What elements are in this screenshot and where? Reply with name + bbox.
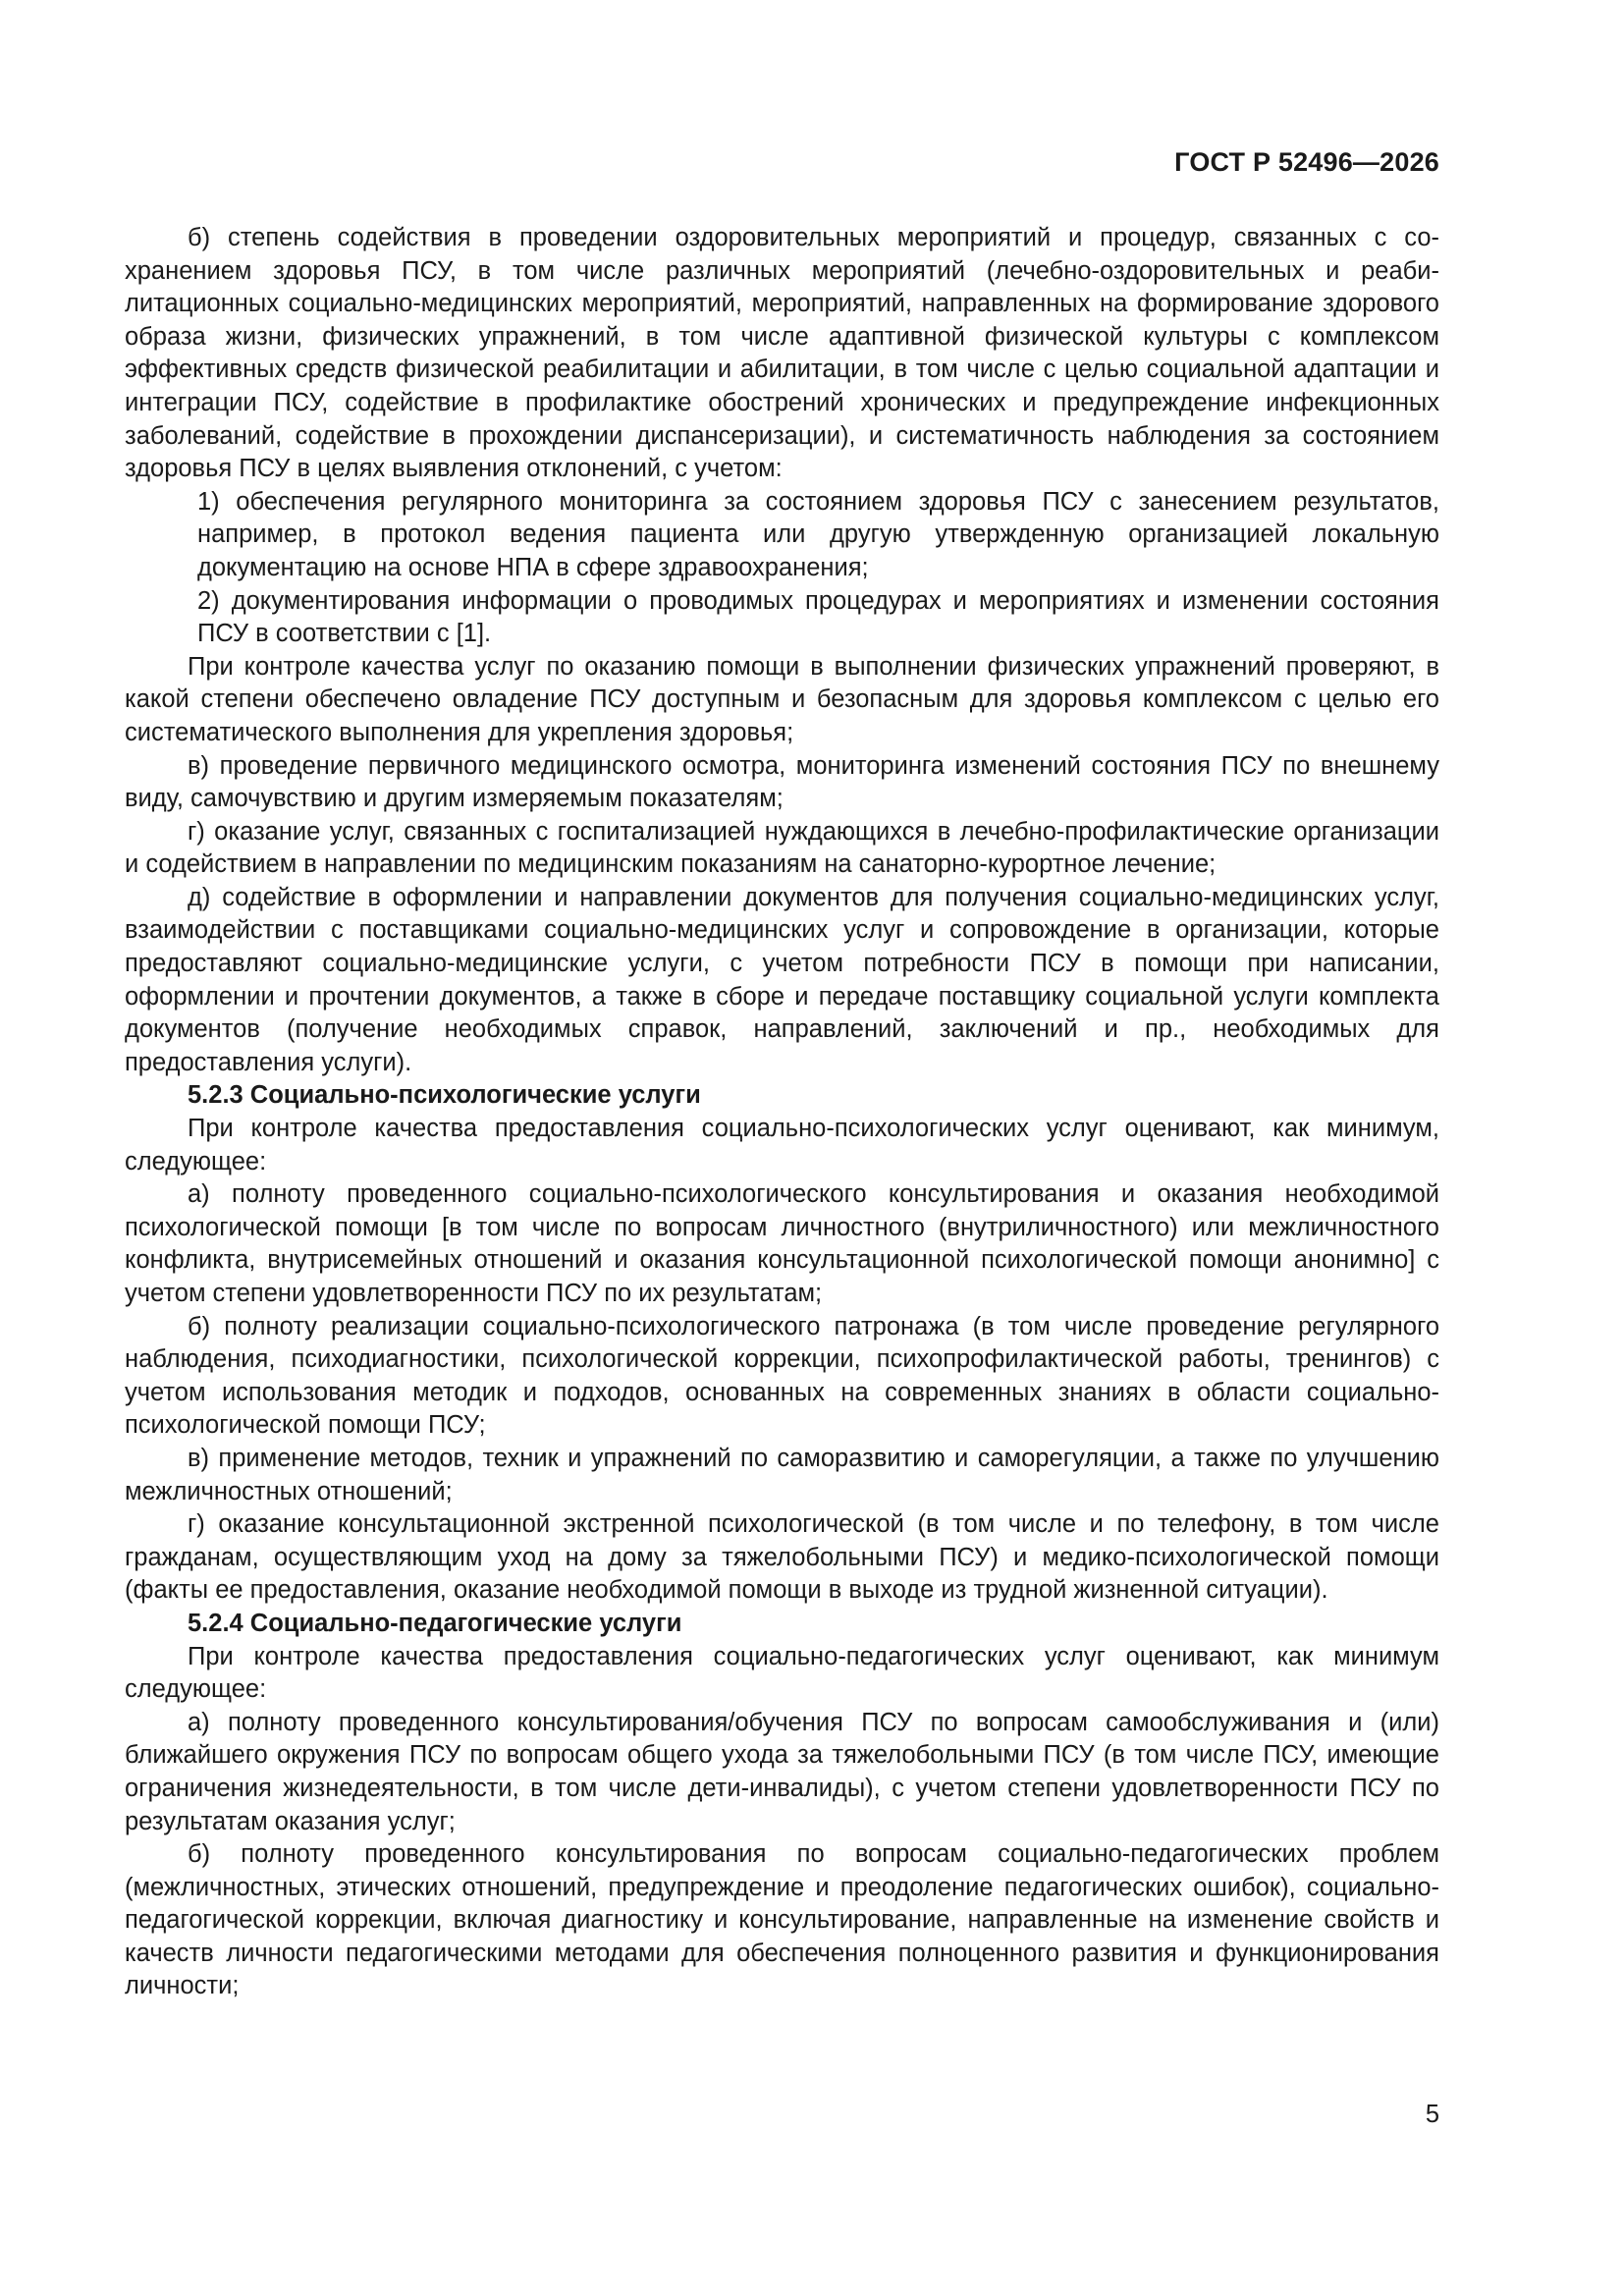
paragraph-psych-intro: При контроле качества предоставления социально-психологических услуг оценивают, как минимум, следующее: xyxy=(125,1115,1439,1175)
paragraph-physical-exercise-control: При контроле качества услуг по оказанию помощи в выполнении физических упражнений проверяют, в какой степени обеспечено овладение ПСУ доступным и безопасным для здоровья комплексом с целью его систематического выполнения для укрепления здоровья; xyxy=(125,652,1439,746)
paragraph-g-hospitalization: г) оказание услуг, связанных с госпитализацией нуждающихся в лечебно-профилактические организации и содействием в направлении по медицинским показаниям на санаторно-курортное лечение; xyxy=(125,817,1439,879)
paragraph-ped-intro: При контроле качества предоставления социально-педагогических услуг оценивают, как минимум следующее: xyxy=(125,1642,1439,1704)
paragraph-psych-v: в) применение методов, техник и упражнений по саморазвитию и саморегуляции, а также по улучшению межличностных отношений; xyxy=(125,1444,1439,1505)
subitem-1-monitoring: 1) обеспечения регулярного мониторинга за состоянием здоровья ПСУ с занесением результатов, например, в протокол ведения пациента или другую утвержденную организацией локальную документацию на основе НПА в сфере здравоохранения; xyxy=(197,487,1439,581)
paragraph-ped-a: а) полноту проведенного консультирования/обучения ПСУ по вопросам самообслуживания и (или) ближайшего окружения ПСУ по вопросам общего ухода за тяжелобольными ПСУ (в том числе ПСУ, имеющие ограничения жизнедеятельности, в том числе дети-инвалиды), с учетом степени удовлетворенности ПСУ по результатам оказания услуг; xyxy=(125,1708,1439,1835)
body-text xyxy=(125,222,1439,2003)
paragraph-ped-b: б) полноту проведенного консультирования по вопросам социально-педагогических проблем (межличностных, этических отношений, предупреждение и преодоление педагогических ошибок), социально-педагогической коррекции, включая диагностику и консультирование, направленные на изменение свойств и качеств личности педагогическими методами для обеспечения полноценного развития и функционирования личности; xyxy=(125,1840,1439,2000)
paragraph-v-medical-exam: в) проведение первичного медицинского осмотра, мониторинга изменений состояния ПСУ по внешнему виду, самочувствию и другим измеряемым показателям; xyxy=(125,751,1439,813)
paragraph-psych-a: а) полноту проведенного социально-психологического консультирования и оказания необходимой психологической помощи [в том числе по вопросам личностного (внутриличностного) или межличностного конфликта, внутрисемейных отношений и оказания консультационной психологической помощи анонимно] с учетом степени удовлетворенности ПСУ по их результатам; xyxy=(125,1180,1439,1307)
standard-designation: ГОСТ Р 52496—2026 xyxy=(1174,147,1439,177)
paragraph-d-documents: д) содействие в оформлении и направлении документов для получения социально-медицинских услуг, взаимодействии с поставщиками социально-медицинских услуг и сопровождение в организации, которые предоставляют социально-медицинские услуги, с учетом потребности ПСУ в помощи при написании, оформлении и прочтении документов, а также в сборе и передаче поставщику социальной услуги комплекта документов (получение необходимых справок, направлений, заключений и пр., необходимых для предоставления услуги). xyxy=(125,883,1439,1076)
page-number: 5 xyxy=(1425,2101,1439,2128)
section-heading-5-2-4: 5.2.4 Социально-педагогические услуги xyxy=(188,1609,682,1637)
subitem-2-documenting: 2) документирования информации о проводимых процедурах и мероприятиях и изменении состояния ПСУ в соответствии с [1]. xyxy=(197,586,1439,648)
paragraph-b-health-measures: б) степень содействия в проведении оздоровительных мероприятий и процедур, связанных с сохранением здоровья ПСУ, в том числе различных мероприятий (лечебно-оздоровительных и реабилитационных социально-медицинских мероприятий, мероприятий, направленных на формирование здорового образа жизни, физических упражнений, в том числе адаптивной физической культуры с комплексом эффективных средств физической реабилитации и абилитации, в том числе с целью социальной адаптации и интеграции ПСУ, содействие в профилактике обострений хронических и предупреждение инфекционных заболеваний, содействие в прохождении диспансеризации), и систематичность наблюдения за состоянием здоровья ПСУ в целях выявления отклонений, с учетом: xyxy=(125,224,1439,483)
section-heading-5-2-3: 5.2.3 Социально-психологические услуги xyxy=(188,1081,701,1110)
paragraph-psych-g: г) оказание консультационной экстренной психологической (в том числе и по телефону, в том числе гражданам, осуществляющим уход на дому за тяжелобольными ПСУ) и медико-психологической помощи (факты ее предоставления, оказание необходимой помощи в выходе из трудной жизненной ситуации). xyxy=(125,1510,1439,1605)
paragraph-psych-b: б) полноту реализации социально-психологического патронажа (в том числе проведение регулярного наблюдения, психодиагностики, психологической коррекции, психопрофилактической работы, тренингов) с учетом использования методик и подходов, основанных на современных знаниях в области социально-психологической помощи ПСУ; xyxy=(125,1312,1439,1440)
